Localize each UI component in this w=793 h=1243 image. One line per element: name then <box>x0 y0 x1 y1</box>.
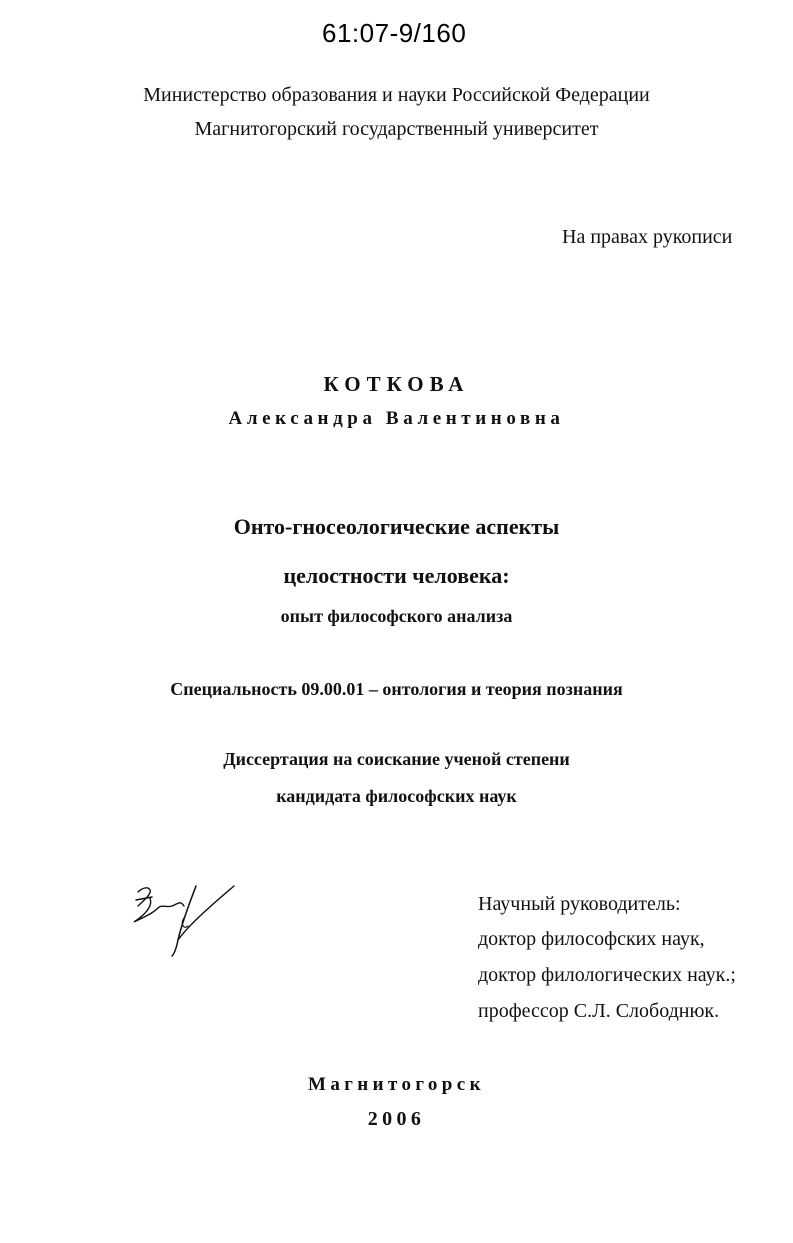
specialty: Специальность 09.00.01 – онтология и теория познания <box>170 679 623 699</box>
ministry-name: Министерство образования и науки Российской Федерации <box>143 84 650 106</box>
thesis-title-line-1: Онто-гносеологические аспекты <box>233 514 560 539</box>
city: Магнитогорск <box>308 1074 485 1095</box>
supervisor-degree-2: доктор филологических наук.; <box>478 964 736 986</box>
thesis-title-line-2: целостности человека: <box>283 563 510 588</box>
author-surname: КОТКОВА <box>323 372 470 396</box>
university-name: Магнитогорский государственный университет <box>194 118 599 140</box>
dissertation-degree-line-1: Диссертация на соискание ученой степени <box>223 749 570 769</box>
dissertation-degree-line-2: кандидата философских наук <box>276 786 517 806</box>
handwritten-signature-icon <box>128 878 243 958</box>
supervisor-name: профессор С.Л. Слободнюк. <box>478 1000 720 1022</box>
year: 2006 <box>367 1108 426 1130</box>
supervisor-degree-1: доктор философских наук, <box>478 928 705 950</box>
author-name: Александра Валентиновна <box>228 408 565 429</box>
thesis-subtitle: опыт философского анализа <box>280 606 513 626</box>
rights-notice: На правах рукописи <box>562 226 733 248</box>
supervisor-heading: Научный руководитель: <box>478 893 681 915</box>
archive-code: 61:07-9/160 <box>322 18 467 48</box>
